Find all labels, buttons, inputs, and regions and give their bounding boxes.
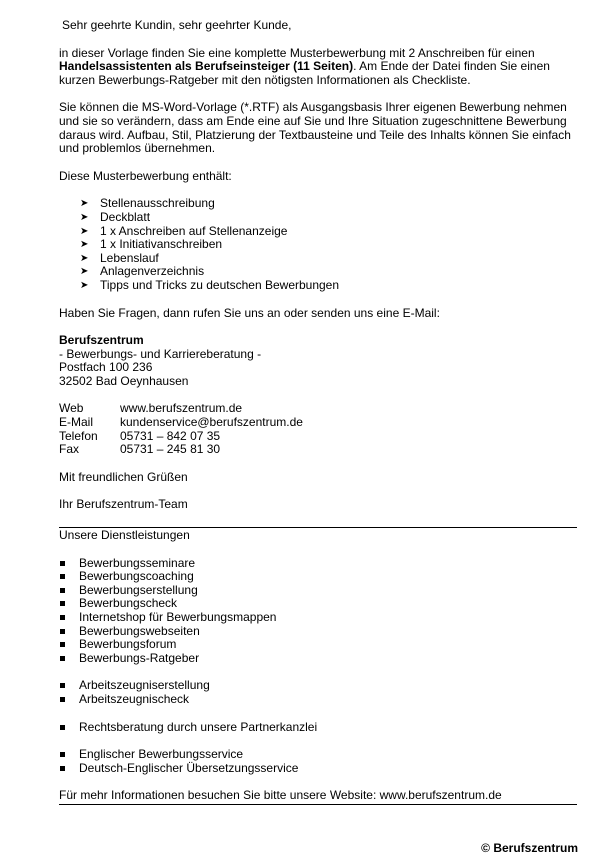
postal-box: Postfach 100 236 [59,360,153,375]
contact-row-phone: Telefon 05731 – 842 07 35 [59,428,221,443]
fax-number: 05731 – 245 81 30 [120,442,221,457]
square-bullet-icon [60,629,65,634]
list-item: Bewerbungswebseiten [59,625,577,639]
arrow-bullet-icon: ➤ [80,211,89,223]
contact-row-fax: Fax 05731 – 245 81 30 [59,442,221,457]
arrow-bullet-icon: ➤ [80,266,89,278]
intro-bold-text: Handelsassistenten als Berufseinsteiger (11 Seiten) [59,59,354,74]
square-bullet-icon [60,615,65,620]
questions-text: Haben Sie Fragen, dann rufen Sie uns an oder senden uns eine E-Mail: [59,305,440,320]
usage-paragraph: Sie können die MS-Word-Vorlage (*.RTF) als Ausgangsbasis Ihrer eigenen Bewerbung nehmen und sie so verändern, dass am Ende eine auf Sie und Ihre Situation zugeschnittene Bewerbung daraus wird. Aufbau, Stil, Platzierung der Textbausteine und Teile des Inhalts können Sie einfach und problemlos übernehmen. [59,100,571,156]
square-bullet-icon [60,574,65,579]
list-item: ➤ Anlagenverzeichnis [80,264,205,279]
contents-list [59,197,577,292]
square-bullet-icon [60,683,65,688]
list-item: ➤ Tipps und Tricks zu deutschen Bewerbungen [80,277,340,292]
document-page [59,19,577,805]
more-info-text: Für mehr Informationen besuchen Sie bitte unsere Website: www.berufszentrum.de [59,788,502,803]
square-bullet-icon [60,766,65,771]
contents-intro: Diese Musterbewerbung enthält: [59,168,232,183]
signature: Ihr Berufszentrum-Team [59,497,188,512]
services-list-2 [59,679,577,706]
contact-block [59,402,577,456]
services-list-1 [59,557,577,666]
square-bullet-icon [60,656,65,661]
services-list-3 [59,721,577,735]
website-link[interactable]: www.berufszentrum.de [120,401,243,416]
list-item: Arbeitszeugniserstellung [59,679,577,693]
contact-row-web: Web www.berufszentrum.de [59,401,243,416]
closing: Mit freundlichen Grüßen [59,469,188,484]
intro-paragraph [59,47,577,88]
postal-city: 32502 Bad Oeynhausen [59,373,189,388]
intro-text-1: in dieser Vorlage finden Sie eine komplette Musterbewerbung mit 2 Anschreiben für einen [59,45,535,60]
list-item: Bewerbungscheck [59,597,577,611]
arrow-bullet-icon: ➤ [80,198,89,210]
list-item: ➤ 1 x Initiativanschreiben [80,237,223,252]
email-link[interactable]: kundenservice@berufszentrum.de [120,415,303,430]
services-title: Unsere Dienstleistungen [59,528,190,543]
square-bullet-icon [60,752,65,757]
square-bullet-icon [60,725,65,730]
footer-divider [59,804,577,805]
list-item: Bewerbungsforum [59,638,577,652]
list-item: Internetshop für Bewerbungsmappen [59,611,577,625]
arrow-bullet-icon: ➤ [80,225,89,237]
square-bullet-icon [60,561,65,566]
address-block [59,334,577,388]
square-bullet-icon [60,642,65,647]
list-item: ➤ Lebenslauf [80,250,159,265]
list-item: Arbeitszeugnischeck [59,693,577,707]
list-item: Deutsch-Englischer Übersetzungsservice [59,762,577,776]
list-item: Bewerbungscoaching [59,570,577,584]
list-item: ➤ Deckblatt [80,209,151,224]
square-bullet-icon [60,588,65,593]
list-item: Bewerbungs-Ratgeber [59,652,577,666]
arrow-bullet-icon: ➤ [80,239,89,251]
list-item: ➤ 1 x Anschreiben auf Stellenanzeige [80,223,288,238]
list-item: Englischer Bewerbungsservice [59,748,577,762]
contact-row-email: E-Mail kundenservice@berufszentrum.de [59,415,303,430]
list-item: Bewerbungserstellung [59,584,577,598]
intro-text-2: . Am Ende der Datei finden Sie einen kurzen Bewerbungs-Ratgeber mit den nötigsten Informationen als Checkliste. [59,59,550,87]
phone-number: 05731 – 842 07 35 [120,428,221,443]
arrow-bullet-icon: ➤ [80,252,89,264]
square-bullet-icon [60,697,65,702]
company-subtitle: - Bewerbungs- und Karriereberatung - [59,346,262,361]
company-name: Berufszentrum [59,333,144,348]
copyright-notice: © Berufszentrum [481,841,578,855]
arrow-bullet-icon: ➤ [80,279,89,291]
services-list-4 [59,748,577,775]
list-item: Bewerbungsseminare [59,557,577,571]
list-item: ➤ Stellenausschreibung [80,196,215,211]
square-bullet-icon [60,601,65,606]
greeting: Sehr geehrte Kundin, sehr geehrter Kunde, [62,18,292,32]
list-item: Rechtsberatung durch unsere Partnerkanzlei [59,721,577,735]
